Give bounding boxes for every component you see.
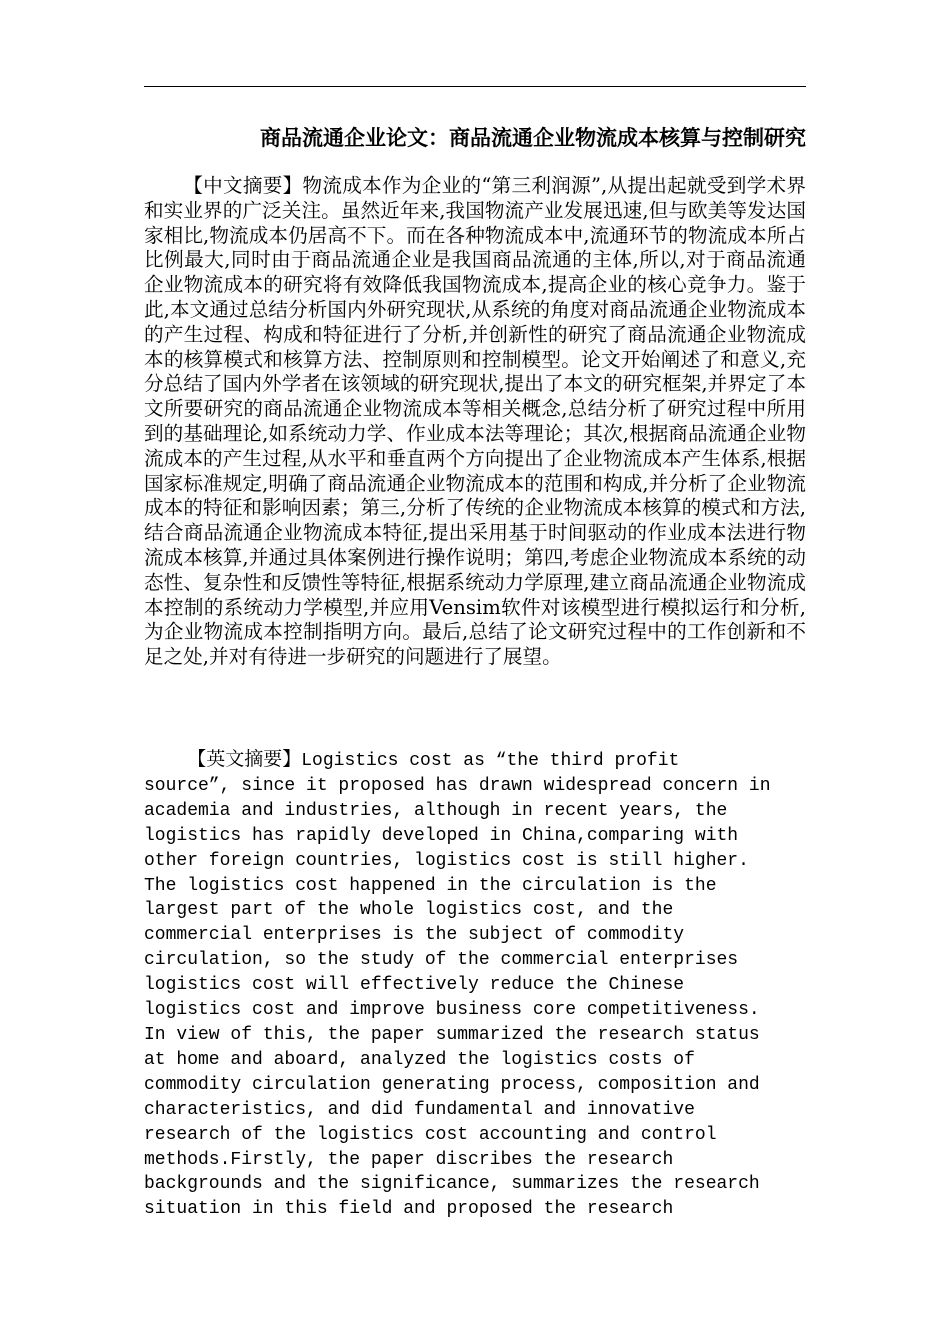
abstract-en-line: research of the logistics cost accounting and control — [144, 1124, 717, 1145]
abstract-en-line: logistics cost and improve business core competitiveness. — [144, 1000, 760, 1021]
abstract-en-line: other foreign countries, logistics cost is still higher. — [144, 850, 749, 871]
abstract-cn-tag: 【中文摘要】 — [183, 174, 303, 197]
abstract-en-line: largest part of the whole logistics cost, and the — [144, 900, 674, 921]
abstract-en-line: circulation, so the study of the commercial enterprises — [144, 950, 739, 971]
abstract-en-line: commodity circulation generating process, composition and — [144, 1074, 760, 1095]
abstract-en-line: characteristics, and did fundamental and innovative — [144, 1099, 695, 1120]
abstract-en-line: In view of this, the paper summarized the research status — [144, 1024, 760, 1045]
abstract-en-line: logistics cost will effectively reduce the Chinese — [144, 975, 685, 996]
abstract-en-line: backgrounds and the significance, summarizes the research — [144, 1174, 760, 1195]
page-title: 商品流通企业论文：商品流通企业物流成本核算与控制研究 — [260, 125, 806, 150]
abstract-cn-text: 物流成本作为企业的“第三利润源”,从提出起就受到学术界和实业界的广泛关注。虽然近年来,我国物流产业发展迅速,但与欧美等发达国家相比,物流成本仍居高不下。而在各种物流成本中,流通环节的物流成本所占比例最大,同时由于商品流通企业是我国商品流通的主体,所以,对于商品流通企业物流成本的研究将有效降低我国物流成本,提高企业的核心竞争力。鉴于此,本文通过总结分析国内外研究现状,从系统的角度对商品流通企业物流成本的产生过程、构成和特征进行了分析,并创新性的研究了商品流通企业物流成本的核算模式和核算方法、控制原则和控制模型。论文开始阐述了和意义,充分总结了国内外学者在该领域的研究现状,提出了本文的研究框架,并界定了本文所要研究的商品流通企业物流成本等相关概念,总结分析了研究过程中所用到的基础理论,如系统动力学、作业成本法等理论；其次,根据商品流通企业物流成本的产生过程,从水平和垂直两个方向提出了企业物流成本产生体系,根据国家标准规定,明确了商品流通企业物流成本的范围和构成,并分析了企业物流成本的特征和影响因素；第三,分析了传统的企业物流成本核算的模式和方法,结合商品流通企业物流成本特征,提出采用基于时间驱动的作业成本法进行物流成本核算,并通过具体案例进行操作说明；第四,考虑企业物流成本系统的动态性、复杂性和反馈性等特征,根据系统动力学原理,建立商品流通企业物流成本控制的系统动力学模型,并应用Vensim软件对该模型进行模拟运行和分析,为企业物流成本控制指明方向。最后,总结了论文研究过程中的工作创新和不足之处,并对有待进一步研究的问题进行了展望。 — [144, 174, 807, 669]
abstract-en-line: situation in this field and proposed the research — [144, 1199, 674, 1220]
abstract-en-tag: 【英文摘要】 — [187, 748, 302, 770]
abstract-en — [144, 747, 806, 1222]
abstract-en-line: academia and industries, although in recent years, the — [144, 800, 728, 821]
abstract-cn — [144, 174, 806, 670]
header-rule — [144, 86, 806, 87]
abstract-en-line: logistics has rapidly developed in China,comparing with — [144, 825, 739, 846]
abstract-en-first-line: Logistics cost as “the third profit — [301, 751, 680, 771]
abstract-en-line: methods.Firstly, the paper discribes the research — [144, 1149, 674, 1170]
abstract-en-line: at home and aboard, analyzed the logistics costs of — [144, 1049, 695, 1070]
abstract-en-line — [144, 747, 806, 774]
abstract-en-line: commercial enterprises is the subject of commodity — [144, 925, 685, 946]
abstract-en-line: source”, since it proposed has drawn widespread concern in — [144, 775, 771, 796]
abstract-en-line: The logistics cost happened in the circulation is the — [144, 875, 717, 896]
